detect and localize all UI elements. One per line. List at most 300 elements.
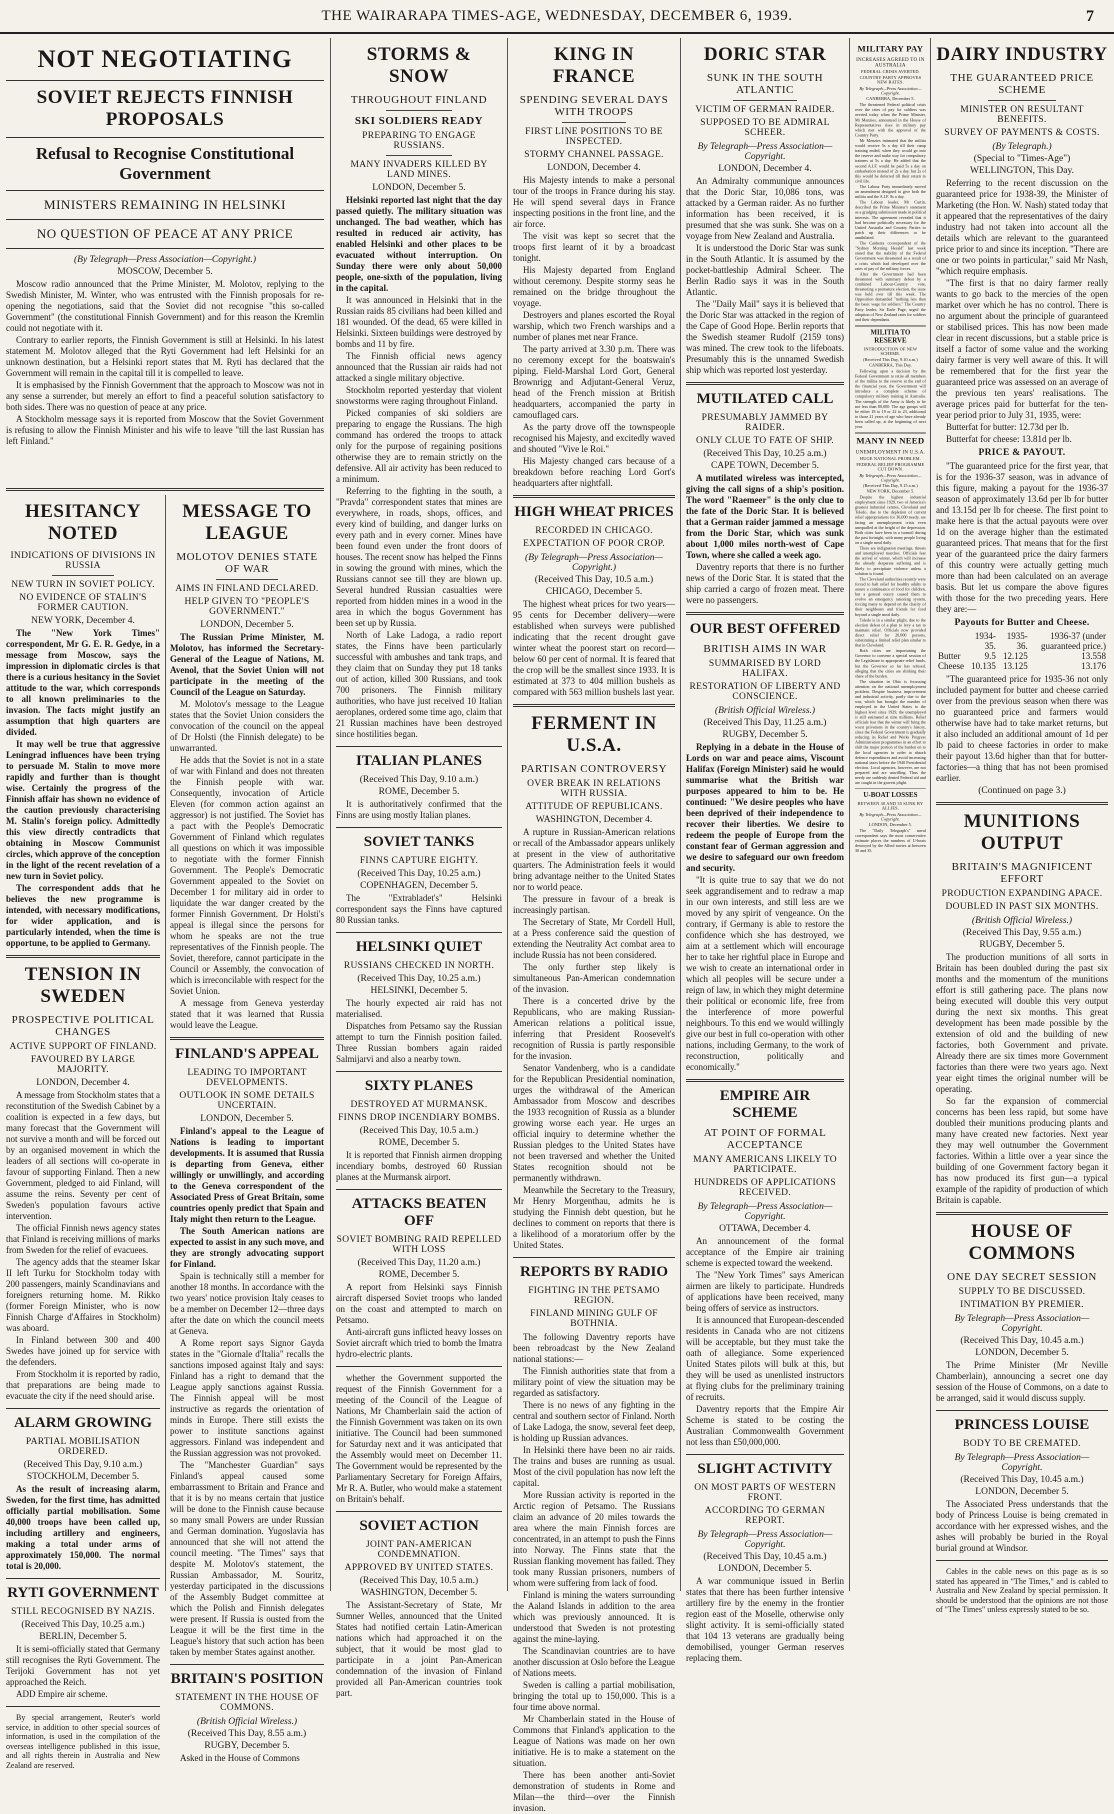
received: (Received This Day, 10.25 a.m.) [703,449,827,459]
dateline: ROME, December 5. [378,1270,460,1280]
deck: INCREASES AGREED TO IN AUSTRALIA [856,56,925,68]
continued-note: (Continued on page 3.) [978,786,1066,796]
article-italian-planes [336,753,502,821]
paragraph: It is understood the Doric Star was sunk in the South Atlantic. It is assumed by the pocket-battleship Admiral Scheer. The Berlin Radio says it was in the South Atlantic. [686,243,844,297]
credit: (British Official Wireless.) [714,706,816,716]
article-ryti [6,1585,160,1770]
paragraph: The party arrived at 3.30 p.m. There was no ceremony except for the boatswain's piping. Field-Marshal Lord Gort, General Brownrigg and Adjutant-General Veruz, head of the French mission at British headquarters, accompanied the party in camouflaged cars. [513,344,675,420]
footnote: Cables in the cable news on this page as is so stated has appeared in "The Times," and is cabled to Australia and New Zealand by special permission. It should be understood that the opinions are not those of "The Times" unless expressly stated to be so. [936,1567,1108,1614]
received: (Received This Day, 11.20 a.m.) [357,1258,481,1268]
dateline: LONDON, December 5. [975,1348,1069,1358]
credit: By Telegraph—Press Association—Copyright. [859,86,922,96]
deck: SURVEY OF PAYMENTS & COSTS. [944,128,1100,138]
paragraph: The correspondent adds that he believes the new programme is intended, with necessary modifications, for wider application, and is particularly intended, when the time is opportune, to be applied to Germany. [6,883,160,948]
dateline: WELLINGTON, This Day. [969,166,1075,176]
paragraph: As the result of increasing alarm, Sweden, for the first time, has admitted officially partial mobilisation. Some 40,000 troops have been called up, including artillery and engineers, making a total under arms of approximately 150,000. The normal total is 20,000. [6,1484,160,1571]
received: (Received This Day, 9.55 a.m.) [962,928,1082,938]
paragraph: The Associated Press understands that the body of Princess Louise is being cremated in accordance with her expressed wishes, and the ashes will probably be buried in the Royal burial ground at Windsor. [936,1499,1108,1553]
masthead-title: THE WAIRARAPA TIMES-AGE, WEDNESDAY, DECEMBER 6, 1939. [321,8,793,24]
paragraph: It is authoritatively confirmed that the Finns are using mostly Italian planes. [336,799,502,820]
article-princess-louise [936,1417,1108,1615]
column-rule [507,38,508,1591]
dateline: CAPE TOWN, December 5. [710,461,820,471]
paragraph: "The guaranteed price for 1935-36 not only included payment for butter and cheese carried over from the previous season when there was no guaranteed price and farmers would otherwise have had to take market returns, but it also included an additional amount of 1d per lb paid to cheese factories in order to make their payout 13.6d higher than that for butter-factories—a thing that has not been promised earlier. [936,674,1108,783]
column-rule [165,495,166,1591]
dateline: LONDON, December 5. [975,1487,1069,1497]
paragraph: Despite the highest industrial employment since 1929, two of America's greatest industrial centres, Cleveland and Toledo, due to the depletion of current relief appropriations for 36,000 needy, are facing an unemployment crisis even unequalled at the height of the depression. Both cities have been in a turmoil during the past fortnight, with many people living on a single meal daily. [855,494,926,545]
deck: FAVOURED BY LARGE MAJORITY. [30,1055,136,1075]
table-cell: 9.5 [984,651,996,661]
paragraph: The Russian Prime Minister, M. Molotov, has informed the Secretary-General of the League of Nations, M. Avenol, that the Soviet Union will not participate in the meeting of the Council of the League on Saturday. [170,632,324,697]
payout-table [936,631,1108,671]
deck: MANY AMERICANS LIKELY TO PARTICIPATE. [693,1155,837,1175]
article-soviet-tanks [336,834,502,926]
received: (Received This Day, 10.5 a.m.) [534,575,654,585]
dateline: STOCKHOLM, December 5. [26,1472,140,1482]
table-cell: 10.135 [971,661,996,671]
section-rule [6,488,324,491]
paragraph: A rupture in Russian-American relations or recall of the Ambassador appears unlikely at present in the view of authoritative quarters. The Administration feels it would bring advantage neither to the United States nor to world peace. [513,827,675,892]
paragraph: The highest wheat prices for two years—95 cents for December delivery—were established when surveys were published indicating that the recent drought gave winter wheat the poorest start on record—below 60 per cent of normal. It is feared that the crop will be the smallest since 1933. It is estimated at 373 to 404 million bushels as compared with 563 million bushels last year. [513,599,675,697]
headline: STORMS & SNOW [366,44,472,87]
paragraph: In Helsinki there have been no air raids. The trains and buses are running as usual. Most of the civil population has now left the capital. [513,1445,675,1488]
received: (Received This Day, 9.10 a.m.) [359,775,479,785]
deck: DOUBLED IN PAST SIX MONTHS. [945,902,1099,912]
deck: SPENDING SEVERAL DAYS WITH TROOPS [519,94,669,118]
received: (Received This Day, 10.45 a.m.) [960,1336,1084,1346]
deck: THROUGHOUT FINLAND [350,94,488,106]
paragraph: The pressure in favour of a break is increasingly partisan. [513,894,675,915]
deck: PRODUCTION EXPANDING APACE. [941,889,1103,899]
paragraph: The visit was kept so secret that the troops first learnt of it by a broadcast tonight. [513,231,675,263]
received: (Received This Day, 9.10 a.m.) [23,1460,143,1470]
deck: NO QUESTION OF PEACE AT ANY PRICE [36,226,294,241]
deck: THE GUARANTEED PRICE SCHEME [950,72,1094,96]
article-king-in-france [513,44,675,489]
paragraph: His Majesty intends to make a personal tour of the troops in France during his stay. He will spend several days in France inspecting positions in the front line, and the air force. [513,175,675,229]
paragraph: Finland is mining the waters surrounding the Aaland Islands in addition to the area which was previously announced. It is understood that Sweden is not protesting against the mine-laying. [513,1590,675,1644]
dateline: BERLIN, December 5. [39,1632,127,1642]
deck: FINLAND MINING GULF OF BOTHNIA. [530,1309,658,1329]
deck: RECORDED IN CHICAGO. [535,526,653,536]
headline: MILITIA TO RESERVE [870,329,911,345]
paragraph: Anti-aircraft guns inflicted heavy losses on Soviet aircraft which tried to bomb the Imatra hydro-electric plants. [336,1327,502,1359]
headline: EMPIRE AIR SCHEME [719,1088,811,1121]
deck: PROSPECTIVE POLITICAL CHANGES [11,1014,155,1038]
headline: ITALIAN PLANES [356,753,482,769]
paragraph: Toledo is in a similar plight, due to the election defeat of a plan to levy a tax to maintain relief. Officials now provided direct relief for 20,000 persons, substituting a limited relief plan similar to that in Cleveland. [855,617,926,648]
paragraph: He adds that the Soviet is not in a state of war with Finland and does not threaten the Finnish people with war. Consequently, invocation of Article Eleven (for common action against an aggressor) is not justified. The Soviet has a pact with the People's Democratic Government of Finland which regulates all questions on which it was impossible to negotiate with the former Finnish Government. The People's Democratic Government appealed to the Soviet on December 1 for military aid in order to liquidate the war danger created by the former Finnish Government. Dr Holsti's appeal is illegal since the persons for whom he speaks are not the true representatives of the Finnish people. The Soviet, therefore, cannot participate in the Council or Assembly, the convocation of which is irreconcilable with respect for the Soviet Union. [170,755,324,996]
received: (Received This Day, 10.25 a.m.) [357,869,481,879]
deck: BODY TO BE CREMATED. [963,1439,1081,1449]
received: (Received This Day, 10.25 a.m.) [21,1620,145,1630]
paragraph: His Majesty changed cars because of a breakdown before reaching Lord Gort's headquarters after nightfall. [513,456,675,488]
table-cell: Butter [938,651,961,661]
dateline: CANBERRA, This Day. [868,363,912,368]
paragraph: Butterfat for cheese: 13.81d per lb. [946,434,1072,444]
deck: Refusal to Recognise Constitutional Government [35,144,295,183]
paragraph: There are indignation meetings, threats and unemployed marches. Officials fear the arrival of winter, which will increase the already desperate suffering and is likely to precipitate violence unless a solution is found. [855,545,926,576]
paragraph: Referring to the recent discussion on the guaranteed price for 1938-39, the Minister of Marketing (the Hon. W. Nash) stated today that it appeared that the representatives of the dairy industry had not taken into account all the details which are relevant to the guaranteed price prior to and since its inception. "There are one or two points in particular," said Mr Nash, "which require emphasis. [936,178,1108,276]
paragraph: The "New York Times" correspondent, Mr G. E. R. Gedye, in a message from Moscow, says the impression in diplomatic circles is that there is a curious hesitancy in the Soviet attitude to the war, which corresponds to all known preliminaries to the invasion. The facts might justify an assumption that high quarters are divided. [6,628,160,737]
paragraph: The Prime Minister (Mr Neville Chamberlain), announcing a secret one day session of the House of Commons, on a date to be arranged, said it would discuss supply. [936,1360,1108,1403]
table-row [936,651,1108,661]
dateline: RUGBY, December 5. [204,1741,290,1751]
masthead [0,0,1114,34]
paragraph: Replying in a debate in the House of Lords on war and peace aims, Viscount Halifax (Foreign Minister) said he would summarise what the British war purposes appeared to him to be. He continued: "We desire peoples who have been deprived of their independence to recover their liberties. We desire to redeem the people of Europe from the constant fear of German aggression and we desire to safeguard our own freedom and security. [686,742,844,873]
dateline: LONDON, December 5. [200,1114,294,1124]
deck: SUPPLY TO BE DISCUSSED. [958,1287,1086,1297]
credit: (By Telegraph—Press Association—Copyright.) [525,553,663,573]
paragraph: Both cities are importuning the Governor to convene a special session of the Legislature to appropriate relief funds, but the Governor so far has refused, alleging that the cities are shirking their share of the burden. [855,648,926,679]
paragraph: More Russian activity is reported in the Arctic region of Petsamo. The Russians claim an advance of 20 miles towards the area where the main Finnish forces are concentrated, in an attempt to push the Finns into Norway. The Finns state that the Russian flanking movement has failed. They took many Russian prisoners, numbers of whom were suffering from lack of food. [513,1490,675,1588]
paragraph: Sweden is calling a partial mobilisation, bringing the total up to 150,000. This is a four time above normal. [513,1680,675,1712]
deck: OVER BREAK IN RELATIONS WITH RUSSIA. [527,779,661,799]
paragraph: Mr Chamberlain stated in the House of Commons that Finland's application to the League of Nations was made on her own initiative. He is to make a statement on the situation. [513,1714,675,1768]
article-high-wheat-prices [513,504,675,698]
credit: By Telegraph—Press Association—Copyright. [954,1314,1090,1334]
paragraph: Picked companies of ski soldiers are preparing to engage the Russians. The high command has ordered the troops to attack only for the purpose of regaining positions otherwise they are to remain strictly on the defensive. All air activity has been reduced to a minimum. [336,408,502,484]
headline: HESITANCY NOTED [24,501,142,544]
paragraph: So far the expansion of commercial concerns has been less rapid, but some have doubled their munitions producing plants and many have created new factories. Next year they may well outnumber the Government factories. Within a little over a year since the building of one Government factory began it has now produced its first gun—a typical example of the rapidity of production of which Britain is capable. [936,1096,1108,1205]
deck: JOINT PAN-AMERICAN CONDEMNATION. [366,1540,472,1560]
deck: MINISTERS REMAINING IN HELSINKI [44,197,286,212]
headline: BRITAIN'S POSITION [170,1671,324,1687]
deck: DESTROYED AT MURMANSK. [350,1100,488,1110]
deck: ACTIVE SUPPORT OF FINLAND. [9,1042,157,1052]
deck: ONLY CLUE TO FATE OF SHIP. [696,436,834,446]
paragraph: The Assistant-Secretary of State, Mr Sumner Welles, announced that the United States had notified certain Latin-American nations which had approached it on the subject, that it would be most glad to participate in a joint Pan-American condemnation of the invasion of Finland provided all Pan-American countries took part. [336,1600,502,1698]
credit: (Special to "Times-Age") [973,154,1071,164]
article-storms [336,44,502,740]
received: (Received This Day, 10.5 a.m.) [359,1126,479,1136]
article-military-pay [855,44,926,322]
headline: ATTACKS BEATEN OFF [351,1196,487,1229]
article-not-negotiating [6,38,324,488]
paragraph: The Labour leader, Mr Curtin, described the Prime Minister's statement as a grudging submission made in political interests. The agreement revealed that it had become politically necessary for the United Australia and Country Parties to patch up their differences or be annihilated. [855,199,926,240]
table-header-cell: 1934-35. [974,631,996,651]
paragraph: Referring to the fighting in the south, a "Pravda" correspondent states that mines are everywhere, in roads, shops, offices, and every kind of building, and danger lurks on every path and in every corner. Mines have been found even under the front doors of houses. The recent snow has helped the Finns in sowing the ground with mines, which the Russians cannot see till they are blown up. Several hundred Russian casualties were reported from hidden mines in a wood in the area in which the bogus Government has been set up by Russia. [336,486,502,628]
deck: VICTIM OF GERMAN RAIDER. [695,105,835,115]
paragraph: The threatened Federal political crisis over the rates of pay for soldiers was averted today when the Prime Minister, Mr Menzies, announced in the House of Representatives rises in military pay which met with the approval of the Country Party. [855,102,926,138]
subheading: PRICE & PAYOUT. [978,448,1066,458]
article-finland-appeal [170,1046,324,1658]
deck: SUMMARISED BY LORD HALIFAX. [708,659,822,679]
headline: SLIGHT ACTIVITY [697,1461,833,1477]
article-britain-position [170,1671,324,1764]
deck: ONE DAY SECRET SESSION [947,1271,1097,1283]
credit: By Telegraph—Press Association—Copyright. [859,812,922,822]
page-number: 7 [1086,8,1094,25]
paragraph: Contrary to earlier reports, the Finnish Government is still at Helsinki. In his latest statement M. Molotov alleged that the Ryti Government had left Helsinki for an unknown destination, but a Helsinki report states that M. Ryti has declared that the Government will remain in the capital till it is compelled to leave. [6,335,324,378]
paragraph: Butterfat for butter: 12.73d per lb. [946,422,1069,432]
paragraph: The following Daventry reports have been rebroadcast by the New Zealand national stations:— [513,1332,675,1364]
headline: HIGH WHEAT PRICES [514,504,674,520]
deck: INTIMATION BY PREMIER. [960,1300,1084,1310]
article-munitions-output [936,811,1108,1206]
table-cell: 13.558 [1081,651,1106,661]
footnote: By special arrangement, Reuter's world service, in addition to other special sources of information, is used in the compilation of the overseas intelligence published in this issue, and all rights therein in Australia and New Zealand are reserved. [6,1713,160,1770]
paragraph: A mutilated wireless was intercepted, giving the call signs of a ship's position. The word "Raemeer" is the only clue to the fate of the Doric Star. It is believed that a German raider jammed a message from the Doric Star, which was sunk about 1,000 miles north-west of Cape Town, where she called a week ago. [686,473,844,560]
article-helsinki-quiet [336,939,502,1065]
headline: MUNITIONS OUTPUT [963,811,1081,854]
deck: RESTORATION OF LIBERTY AND CONSCIENCE. [689,682,841,702]
deck: RUSSIANS CHECKED IN NORTH. [343,961,495,971]
table-cell: 13.125 [1002,661,1028,671]
dateline: NEW YORK, December 4. [31,616,135,626]
headline: ALARM GROWING [14,1415,152,1431]
received: (Received This Day, 10.45 a.m.) [703,1552,827,1562]
paragraph: The production munitions of all sorts in Britain has been doubled during the past six months and the momentum of the munitions effort is still gathering pace. The plans now being executed will double this very output during the next six months. This great development has been made possible by the extension of old and the building of new factories, both Government and private. Already there are six times more Government factories than there were two years ago. Next year eight times the original number will be operating. [936,952,1108,1094]
headline: OUR BEST OFFERED [689,621,841,637]
paragraph: It was announced in Helsinki that in the Russian raids 85 civilians had been killed and 181 wounded. Of the dead, 65 were killed in Helsinki. Sixteen buildings were destroyed by bombs and 11 by fire. [336,295,502,349]
paragraph: It is announced that European-descended residents in Canada who are not citizens will be acceptable, but they must take the oath of allegiance. Some experienced United States pilots will bulk at this, but they will be used as unenlisted instructors at flying clubs for the preliminary training of recruits. [686,1315,844,1402]
headline: DORIC STAR [703,44,827,65]
paragraph: A Stockholm message says it is reported from Moscow that the Soviet Government is refusing to allow the Finnish Minister and his wife to leave "till the last Russian has left Finland." [6,414,324,446]
paragraph: The Cleveland authorities recently were forced to halt relief for healthy adults to assure a continuance of food for children, but a general outcry caused them to evolve an emergency rationing system, forcing many to depend on the charity of their neighbours and friends for food beyond a single meal daily. [855,576,926,617]
column-1a [6,495,160,1770]
table-cell: 13.176 [1081,661,1106,671]
deck: ACCORDING TO GERMAN REPORT. [704,1506,826,1526]
deck: COUNTRY PARTY APPROVES NEW RATES. [859,75,922,85]
paragraph: Helsinki reported last night that the day passed quietly. The military situation was unchanged. The bad weather, which has resulted in reduced air activity, has enabled Helsinki and other places to be evacuated without interruption. On Sunday there were only about 50,000 people, one-sixth of the population, living in the capital. [336,195,502,293]
article-soviet-action [336,1518,502,1699]
headline: HELSINKI QUIET [355,939,483,955]
paragraph: After the Government had been threatened with summary defeat by a combined Labour-Country vote, threatening a premature election, the issue was held over till this week. The Opposition demanded "nothing less than the basic wage for soldiers." The Country Party leader, Sir Earle Page, urged the adoption of New Zealand rates for soldiers and their dependants. [855,271,926,322]
deck: AT POINT OF FORMAL ACCEPTANCE [703,1127,827,1151]
paragraph: There is a concerted drive by the Republicans, who are making Russian-American relations a political issue, inferring that President Roosevelt's recognition of Russia is partly responsible for the invasion. [513,996,675,1061]
column-3 [513,38,675,1813]
received: (Received This Day, 9.15 a.m.) [863,483,918,489]
deck: MINISTER ON RESULTANT BENEFITS. [960,105,1084,125]
paragraph: North of Lake Ladoga, a radio report states, the Finns have been particularly successful with ambushes and tank traps, and they claim that on Sunday they put 18 tanks out of action, killed 300 Russians, and took 700 prisoners. The Finnish military authorities, who have just received 10 Italian aeroplanes, ordered some time ago, claim that 21 Russian machines have been destroyed since hostilities began. [336,630,502,739]
paragraph: The "Extrabladet's" Helsinki correspondent says the Finns have captured 80 Russian tanks. [336,893,502,925]
headline: SIXTY PLANES [364,1078,474,1094]
dateline: LONDON, December 4. [36,1078,130,1088]
deck: SUNK IN THE SOUTH ATLANTIC [706,72,824,96]
dateline: CHICAGO, December 5. [545,587,643,597]
dateline: NEW YORK, December 5. [866,489,915,494]
paragraph: The only further step likely is simultaneous Pan-American condemnation of the invasion. [513,962,675,994]
column-6 [936,38,1108,1614]
column-rule [680,38,681,1591]
paragraph: The "New York Times" says American airmen are likely to participate. Hundreds of applications have been received, many being offers of service as instructors. [686,1270,844,1313]
column-rule [330,38,331,1591]
headline: SOVIET ACTION [359,1518,479,1534]
paragraph: A message from Stockholm states that a reconstitution of the Swedish Cabinet by a coalition is expected in a few days, but many forecast that the Government will not survive a month and will be forced out by an organised movement in which the leaders of all sections will co-operate in favour of supporting Finland. Then a new Government, pledged to aid Finland, will assume the reins. Seventy per cent of Sweden's population favours active intervention. [6,1090,160,1221]
credit: By Telegraph—Press Association—Copyright. [697,142,833,162]
paragraph: His Majesty departed from England without ceremony. Despite stormy seas he remained on the bridge throughout the voyage. [513,265,675,308]
paragraph: Daventry reports that the Empire Air Scheme is stated to be costing the Australian Commonwealth Government not less than £50,000,000. [686,1404,844,1447]
article-dairy-industry [936,44,1108,796]
headline: KING IN FRANCE [552,44,636,87]
dateline: LONDON, December 5. [200,620,294,630]
article-empire-air-scheme [686,1088,844,1448]
deck: BETWEEN 30 AND 35 SUNK BY ALLIES. [857,801,924,811]
deck: FEDERAL CRISIS AVERTED. [860,69,920,75]
deck: MOLOTOV DENIES STATE OF WAR [176,551,318,575]
deck: PARTISAN CONTROVERSY [520,763,668,775]
headline: SOVIET TANKS [363,834,475,850]
paragraph: Mr Menzies intimated that the militia would receive 5s a day till their camp training ended, when they would go into the reserve and make way for compulsory trainees at 5s a day. He added that the second A.I.F. would be paid 5s a day on embarkation instead of 2s a day, but 2s of this would be deferred till their return to civil life. [855,138,926,184]
column-5-content [855,44,926,854]
paragraph: Destroyers and planes escorted the Royal warship, which two French warships and a number of planes met near France. [513,310,675,342]
deck: BRITAIN'S MAGNIFICENT EFFORT [951,861,1093,885]
table-header-cell: 1936-37 (under guaranteed price.) [1041,631,1106,651]
article-hesitancy [6,501,160,949]
paragraph: The "Daily Mail" says it is believed that the Doric Star was attacked in the region of the Cape of Good Hope. Berlin reports that the Swedish steamer Rudolf (2159 tons) was mined. The crew took to the lifeboats. Presumably this is the unnamed Swedish ship which was reported lost yesterday. [686,299,844,375]
table-header-row [936,631,1108,651]
article-mutilated-call [686,391,844,606]
deck: INTRODUCTION OF NEW SCHEME. [863,347,918,357]
deck: AIMS IN FINLAND DECLARED. [175,584,319,594]
deck: FINNS CAPTURE EIGHTY. [359,856,479,866]
paragraph: From Stockholm it is reported by radio, that preparations are being made to evacuate the city if the need should arise. [6,1369,160,1401]
deck: PRESUMABLY JAMMED BY RAIDER. [701,413,829,433]
paragraph: Daventry reports that there is no further news of the Doric Star. It is stated that the ship carried a cargo of frozen meat. There were no passengers. [686,562,844,605]
deck: HUGE NATIONAL PROBLEM. [859,456,921,462]
credit: (By Telegraph.) [992,142,1052,152]
column-2 [336,38,502,1698]
paragraph: The Canberra correspondent of the "Sydney Morning Herald" last week stated that the stability of the Federal Government was threatened as a result of a crisis which had developed over the rates of pay of the military forces. [855,240,926,271]
paragraph: The official Finnish news agency states that Finland is receiving millions of marks from Sweden for the relief of evacuees. [6,1223,160,1255]
deck: SKI SOLDIERS READY [354,115,484,127]
deck: EXPECTATION OF POOR CROP. [523,539,665,549]
dateline: HELSINKI, December 5. [370,986,468,996]
dateline: LONDON, December 4. [718,164,812,174]
credit: By Telegraph—Press Association—Copyright. [859,473,922,483]
dateline: ROME, December 5. [378,787,460,797]
paragraph: "The first is that no dairy farmer really wants to go back to the mercies of the open market over which he has no control. There is no argument about the principle of guaranteed or stabilised prices. This has now been made clear in recent discussions, but a stable price is itself a factor of some value and the working dairy farmer is very well aware of this. It will be remembered that for the first year the guaranteed price was assessed on an average of the previous ten years' realisations. The average prices paid for butterfat for the ten-year period prior to July 31, 1935, were: [936,278,1108,420]
deck: STATEMENT IN THE HOUSE OF COMMONS. [175,1693,319,1713]
headline: FINLAND'S APPEAL [175,1046,319,1062]
paragraph: The "Manchester Guardian" says Finland's appeal caused some embarrassment to Britain and France and that it is by no means certain that justice will be done to the Finnish cause because so many small Powers are under Russian and German domination. Yugoslavia has announced that she will not attend the council meeting. "The Times" says that despite M. Molotov's statement, the Russian Ambassador, M. Souritz, yesterday participated in the discussions of the Assembly Budget committee at which the Polish and Finnish delegates were present. If Russia is ousted from the League it will be the first time in the League's history that such action has been taken by member States against another. [170,1460,324,1657]
headline: MILITARY PAY [857,44,924,54]
received: (Received This Day, 10.25 a.m.) [357,974,481,984]
headline: NOT NEGOTIATING [37,46,293,73]
paragraph: Meanwhile the Secretary to the Treasury, Mr Henry Morgenthau, admits he is studying the Finnish debt question, but he declines to comment on reports that there is a likelihood of a moratorium offer by the United States. [513,1185,675,1250]
paragraph: A war communique issued in Berlin states that there has been further intensive artillery fire by the enemy in the frontier region east of the Moselle, otherwise only slight activity. It is semi-officially stated that 104 13 veterans are gradually being demobilised, younger German reserves replacing them. [686,1576,844,1663]
paragraph: Following upon a decision by the Federal Government to retire all members of the militia to the reserve at the end of the financial year, the Government will introduce a complete scheme of compulsory military training in Australia. The strength of the Army is likely to be not less than 80,000. The age groups will be either 18 to 19 or 22 to 23, additional to those 21 years of age who have already been called up, at the beginning of next year. [855,368,926,430]
deck: ATTITUDE OF REPUBLICANS. [525,802,663,812]
credit: (British Official Wireless.) [971,916,1073,926]
headline: TENSION IN SWEDEN [24,964,142,1007]
table-header-cell: 1935-36. [1006,631,1028,651]
deck: FINNS DROP INCENDIARY BOMBS. [338,1113,500,1123]
article-tension [6,964,160,1402]
dateline: ROME, December 5. [378,1138,460,1148]
dateline: LONDON, December 4. [547,163,641,173]
credit: (British Official Wireless.) [196,1717,298,1727]
deck: BRITISH AIMS IN WAR [703,643,827,655]
dateline: WASHINGTON, December 5. [360,1588,478,1598]
paragraph: M. Molotov's message to the League states that the Soviet Union considers the convocation of the council on the appeal of Dr Holsti (the Finnish delegate) to be unwarranted. [170,699,324,753]
paragraph: Senator Vandenberg, who is a candidate for the Republican Presidential nomination, urges the withdrawal of the American Ambassador from Moscow and describes the 1933 recognition of Russia as a blunder growing worse each year. He urges an official inquiry to determine whether the Russian pledges to the United States have not been traversed and whether the United States recognition should not be permanently withdrawn. [513,1063,675,1183]
article-ferment [513,713,675,1251]
deck: NO EVIDENCE OF STALIN'S FORMER CAUTION. [19,593,147,613]
deck: FIRST LINE POSITIONS TO BE INSPECTED. [525,127,663,147]
received: (Received This Day, 10.5 a.m.) [359,1576,479,1586]
deck: NEW TURN IN SOVIET POLICY. [11,580,155,590]
deck: INDICATIONS OF DIVISIONS IN RUSSIA [10,551,156,571]
paragraph: It is semi-officially stated that Germany still recognises the Ryti Government. The Terijoki Government has not yet approached the Reich. [6,1644,160,1687]
received: (Received This Day, 9.10 a.m.) [863,357,918,363]
paragraph: "The guaranteed price for the first year, that is for the 1936-37 season, was in advance of this figure, making a payout for the 1936-37 season of approximately 13.6d per lb for butter and 13.15d per lb for cheese. The first point to make here is that the actual payouts were over 1d on the average higher than the estimated guaranteed prices. That means that for the first year of the guaranteed price the dairy farmers of this country were actually getting much more than had been calculated on an average basis. But let us compare the above figures with those for the two preceding years. Here they are:— [936,461,1108,614]
paragraph: A report from Helsinki says Finnish aircraft dispersed Soviet troops who landed on the coast and attempted to march on Petsamo. [336,1282,502,1325]
deck: STORMY CHANNEL PASSAGE. [524,150,664,160]
paragraph: The situation in Ohio is focussing attention on the national unemployment problem. Despite business improvement and industrial activity, partly due to the war, which has brought the number of employed in the United States to the highest level since 1929, the unemployed is still estimated at nine millions. Relief officials fear that the winter will bring the worst privations in the country's history, since the Federal Government is gradually reducing its Relief and Works Progress Administration programmes in an effort to shift the major portion of the burden on to the local agencies in order to absorb defence expenditures and avoid increasing national taxes before the 1940 Presidential election. Local agencies, however, are not prepared and are unwilling. Thus the needy are suddenly denied Federal aid and are caught in the gravest plight. [855,679,926,786]
paragraph: ADD Empire air scheme. [16,1689,108,1699]
credit: By Telegraph—Press Association—Copyright. [697,1530,833,1550]
paragraph: "It is quite true to say that we do not seek aggrandisement and to redraw a map in our own interests, and still less are we moved by any spirit of vengeance. On the contrary, if Germany is able to restore the confidence which she has destroyed, we aim at a settlement which will encourage her to take her rightful place in Europe and we wish to create an international order in which all peoples will be secure under a reign of law, in which they might determine their political or economic life, free from the interference of more powerful neighbours. To this end we would willingly give our best in full co-operation with other nations, including Germany, to the work of reconstruction, politically and economically." [686,875,844,1072]
deck: FIGHTING IN THE PETSAMO REGION. [528,1286,660,1306]
paragraph: Spain is technically still a member for another 18 months. In accordance with the two years' notice provision Italy ceases to be a member on December 12—three days after the date on which the council meets at Geneva. [170,1271,324,1336]
column-1b [170,495,324,1763]
headline: FERMENT IN U.S.A. [531,713,657,756]
article-attacks [336,1196,502,1360]
paragraph: The Labour Party immediately moved an amendment designed to give both the militia and the A.I.F. 8s a day. [855,184,926,200]
deck: OUTLOOK IN SOME DETAILS UNCERTAIN. [179,1091,315,1111]
paragraph-continued: whether the Government supported the request of the Finnish Government for a meeting of the Council of the League of Nations, Mr Chamberlain said the action of the Finnish Government was taken on its own initiative. The Council had been summoned for Saturday next and it was anticipated that the Assembly would meet on December 11. The Government would be represented by the Parliamentary Secretary for Foreign Affairs, Mr R. A. Butler, who would make a statement on Britain's behalf. [336,1373,502,1504]
dateline: RUGBY, December 5. [722,730,808,740]
column-rule [849,38,850,1591]
deck: SUPPOSED TO BE ADMIRAL SCHEER. [700,118,830,138]
deck: MANY INVADERS KILLED BY LAND MINES. [350,160,488,180]
table-row [936,661,1108,671]
dateline: RUGBY, December 5. [979,940,1065,950]
credit: (By Telegraph—Press Association—Copyright.) [74,255,256,265]
column-4 [686,38,844,1663]
paragraph: The Secretary of State, Mr Cordell Hull, at a Press conference said the question of extending the Neutrality Act combat area to include Russia has not been considered. [513,917,675,960]
paragraph: The Scandinavian countries are to have another discussion at Oslo before the League of Nations meets. [513,1646,675,1678]
table-cell: 12.125 [1002,651,1028,661]
paragraph: It is emphasised by the Finnish Government that the approach to Moscow was not in any sense a surrender, but merely an effort to find a peaceful solution satisfactory to both sides. There was no question of peace at any price. [6,380,324,412]
paragraph: Moscow radio announced that the Prime Minister, M. Molotov, replying to the Swedish Minister, M. Winter, who was entrusted with the Finnish proposals for re-opening the negotiations, said that the Soviet did not recognise "this so-called Government" (the constitutional Finnish Government) and for this reason the Kremlin could not negotiate with it. [6,279,324,333]
received: (Received This Day, 8.55 a.m.) [187,1729,307,1739]
article-our-best-offered [686,621,844,1073]
paragraph: Asked in the House of Commons [180,1753,300,1763]
headline: MUTILATED CALL [696,391,834,407]
deck: HELP GIVEN TO "PEOPLE'S GOVERNMENT." [184,597,310,617]
paragraph: The Finnish authorities state that from a military point of view the situation may be regarded as satisfactory. [513,1366,675,1398]
article-reports-by-radio [513,1264,675,1814]
column-rule [930,38,931,1591]
dateline: LONDON, December 5. [868,822,912,828]
paragraph: It is reported that Finnish airmen dropping incendiary bombs, destroyed 60 Russian planes at the Murmansk airport. [336,1150,502,1182]
credit: By Telegraph—Press Association—Copyright. [954,1453,1090,1473]
paragraph: Dispatches from Petsamo say the Russian attempt to turn the Finnish position failed. Three Russian bombers again raided Salmijarvi and also a nearby town. [336,1021,502,1064]
received: (Received This Day, 10.45 a.m.) [960,1475,1084,1485]
paragraph: Stockholm reported yesterday that violent snowstorms were raging throughout Finland. [336,385,502,406]
paragraph: As the party drove off the townspeople recognised his Majesty, and excitedly waved and shouted "Vive le Roi." [513,422,675,454]
deck: STILL RECOGNISED BY NAZIS. [11,1607,155,1617]
article-house-of-commons [936,1221,1108,1404]
headline: MESSAGE TO LEAGUE [182,501,312,544]
dateline: COPENHAGEN, December 5. [360,881,478,891]
subhead: SOVIET REJECTS FINNISH PROPOSALS [36,87,294,130]
paragraph: There has been another anti-Soviet demonstration of students in Rome and Milan—the third—over the Finnish invasion. [513,1770,675,1813]
paragraph: A message from Geneva yesterday stated that it was learned that Russia would leave the League. [170,998,324,1030]
dateline: LONDON, December 5. [372,183,466,193]
article-militia-to-reserve [855,329,926,429]
paragraph: The agency adds that the steamer Iskar II left Turku for Stockholm today with 200 passengers, mainly Scandinavians and foreigners returning home. M. Rikko (former Foreign Minister, who is now Finnish Charge d'Affaires in Stockholm) was aboard. [6,1257,160,1333]
paragraph: The "Daily Telegraph's" naval correspondent says the most conservative estimate places the numbers of U-boats destroyed by the Allied navies at between 30 and 35. [855,828,926,854]
paragraph: The hourly expected air raid has not materialised. [336,998,502,1019]
deck: UNEMPLOYMENT IN U.S.A. [855,449,926,455]
deck: PREPARING TO ENGAGE RUSSIANS. [362,131,476,151]
article-alarm [6,1415,160,1572]
paragraph: In Finland between 300 and 400 Swedes have joined up for service with the defenders. [6,1335,160,1367]
